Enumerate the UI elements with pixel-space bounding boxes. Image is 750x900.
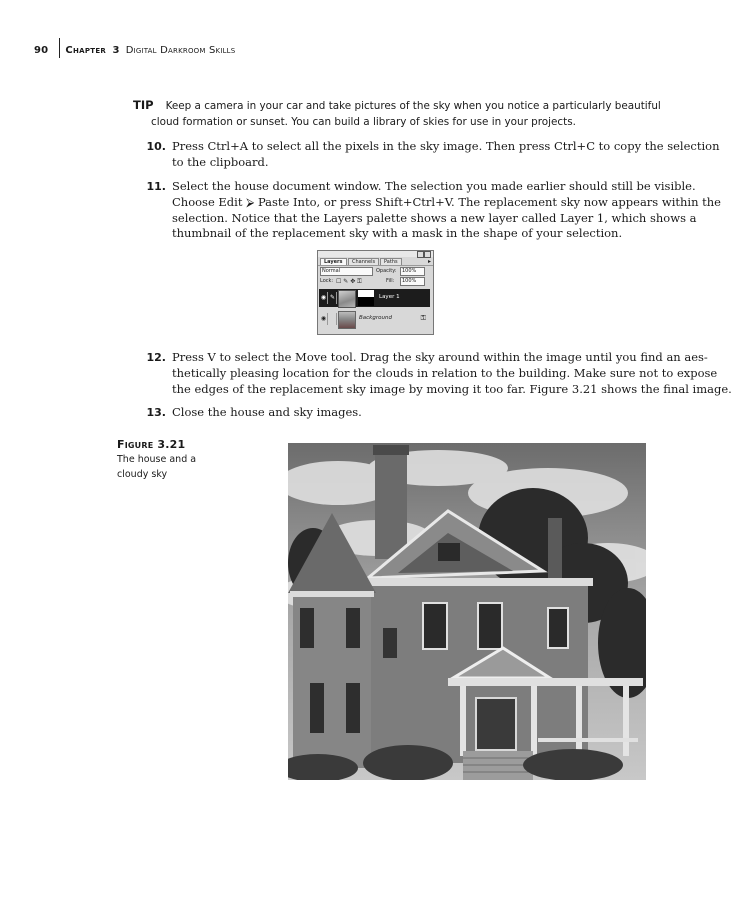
layer-row-background[interactable] bbox=[319, 310, 430, 328]
tip-box bbox=[133, 97, 693, 130]
brush-icon[interactable] bbox=[329, 313, 337, 325]
layer-name: Background bbox=[359, 315, 392, 321]
lock-icon: ⚿ bbox=[420, 314, 426, 322]
chapter-number: 3 bbox=[112, 45, 120, 56]
step-text-line: thumbnail of the replacement sky with a mask in the shape of your selection. bbox=[172, 226, 623, 241]
layer-row-layer-1[interactable] bbox=[319, 289, 430, 307]
fill-label: Fill: bbox=[386, 278, 395, 284]
figure-label: Figure 3.21 bbox=[117, 438, 186, 451]
step-text-line: Choose Edit ⮚ Paste Into, or press Shift+Ctrl+V. The replacement sky now appears within the bbox=[172, 194, 721, 209]
step-number: 11. bbox=[146, 180, 166, 193]
eye-icon[interactable]: ◉ bbox=[320, 292, 328, 304]
lock-icons[interactable]: ☐ ✎ ✥ ⚿ bbox=[336, 278, 362, 285]
palette-tabs bbox=[318, 257, 433, 266]
fill-input[interactable]: 100% bbox=[400, 277, 425, 286]
step-text-line: Select the house document window. The selection you made earlier should still be visible. bbox=[172, 179, 696, 193]
tip-text-line1: Keep a camera in your car and take pictures of the sky when you notice a particularly beautiful bbox=[165, 100, 661, 112]
step-text-line: Close the house and sky images. bbox=[172, 405, 362, 419]
tip-text-line2: cloud formation or sunset. You can build a library of skies for use in your projects. bbox=[151, 116, 576, 128]
step-text-line: thetically pleasing location for the clouds in relation to the building. Make sure not to expose bbox=[172, 365, 718, 380]
caption-line: The house and a bbox=[117, 454, 197, 465]
tab-channels[interactable]: Channels bbox=[348, 258, 379, 265]
step-number: 13. bbox=[146, 406, 166, 419]
step-number: 10. bbox=[146, 140, 166, 153]
running-head bbox=[34, 40, 235, 60]
tab-layers[interactable]: Layers bbox=[320, 258, 347, 265]
opacity-label: Opacity: bbox=[376, 268, 397, 274]
header-divider bbox=[59, 38, 60, 58]
brush-icon[interactable]: ✎ bbox=[329, 292, 337, 304]
chapter-label: Chapter bbox=[65, 45, 107, 56]
step-text-line: the edges of the replacement sky image by moving it too far. Figure 3.21 shows the final image. bbox=[172, 381, 732, 396]
tip-label: TIP bbox=[133, 98, 154, 112]
page-number: 90 bbox=[34, 45, 49, 56]
layer-thumbnail bbox=[338, 311, 356, 329]
eye-icon[interactable]: ◉ bbox=[320, 313, 328, 325]
blend-mode-select[interactable]: Normal bbox=[320, 267, 373, 276]
house-photo bbox=[288, 443, 646, 780]
step-text-line: Press V to select the Move tool. Drag the sky around within the image until you find an aes- bbox=[172, 350, 708, 364]
figure-caption bbox=[117, 437, 227, 482]
layer-thumbnail bbox=[338, 290, 356, 308]
step-text-line: to the clipboard. bbox=[172, 154, 269, 169]
tab-paths[interactable]: Paths bbox=[380, 258, 402, 265]
layers-palette bbox=[317, 250, 434, 335]
layer-mask-thumbnail bbox=[358, 290, 374, 306]
palette-menu-icon[interactable]: ▸ bbox=[427, 258, 431, 265]
step-text-line: Press Ctrl+A to select all the pixels in the sky image. Then press Ctrl+C to copy the selection bbox=[172, 139, 720, 153]
caption-line: cloudy sky bbox=[117, 469, 168, 480]
opacity-input[interactable]: 100% bbox=[400, 267, 425, 276]
step-text-line: selection. Notice that the Layers palette shows a new layer called Layer 1, which shows a bbox=[172, 210, 697, 225]
layer-name: Layer 1 bbox=[379, 294, 400, 300]
chapter-title: Digital Darkroom Skills bbox=[125, 45, 236, 56]
lock-label: Lock: bbox=[320, 278, 334, 284]
step-number: 12. bbox=[146, 351, 166, 364]
